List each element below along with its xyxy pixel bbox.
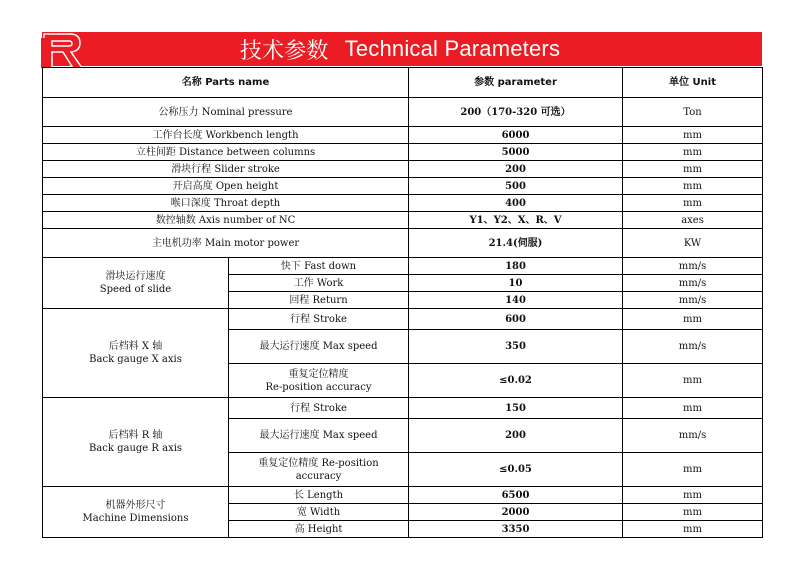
- row-name: 主电机功率 Main motor power: [43, 229, 409, 258]
- row-value: 180: [409, 258, 623, 275]
- row-value: 400: [409, 195, 623, 212]
- table-row: [43, 258, 763, 275]
- row-value: 5000: [409, 144, 623, 161]
- row-item-line2: Re-position accuracy: [265, 381, 372, 393]
- header-parameter: 参数 parameter: [409, 68, 623, 98]
- group-name-cn: 后档料 X 轴: [108, 341, 163, 352]
- row-name: 滑块行程 Slider stroke: [43, 161, 409, 178]
- row-unit: mm: [623, 195, 763, 212]
- row-unit: mm: [623, 144, 763, 161]
- group-name-cn: 后档料 R 轴: [108, 430, 163, 441]
- table-row: [43, 195, 763, 212]
- row-unit: mm: [623, 521, 763, 538]
- table-row: [43, 212, 763, 229]
- row-unit: mm: [623, 309, 763, 330]
- row-value: 600: [409, 309, 623, 330]
- row-name: 开启高度 Open height: [43, 178, 409, 195]
- row-item: 高 Height: [229, 521, 409, 538]
- page-title: [0, 32, 800, 66]
- row-item: 最大运行速度 Max speed: [229, 419, 409, 453]
- row-name: 工作台长度 Workbench length: [43, 127, 409, 144]
- table-row: [43, 161, 763, 178]
- group-speed-of-slide: [43, 258, 229, 309]
- row-name: 喉口深度 Throat depth: [43, 195, 409, 212]
- row-unit: mm: [623, 504, 763, 521]
- row-item: 最大运行速度 Max speed: [229, 330, 409, 364]
- row-name: 公称压力 Nominal pressure: [43, 98, 409, 127]
- row-item: 回程 Return: [229, 292, 409, 309]
- group-name-en: Back gauge R axis: [88, 443, 183, 454]
- row-item: 行程 Stroke: [229, 398, 409, 419]
- row-item: [229, 453, 409, 487]
- row-unit: Ton: [623, 98, 763, 127]
- row-name: 数控轴数 Axis number of NC: [43, 212, 409, 229]
- table-row: [43, 229, 763, 258]
- row-unit: axes: [623, 212, 763, 229]
- row-value: 200: [409, 161, 623, 178]
- row-value: 10: [409, 275, 623, 292]
- row-value: Y1、Y2、X、R、V: [409, 212, 623, 229]
- row-value: 3350: [409, 521, 623, 538]
- group-name-cn: 滑块运行速度: [105, 271, 166, 282]
- row-unit: mm/s: [623, 292, 763, 309]
- page-title-en: Technical Parameters: [344, 36, 561, 61]
- row-item-line1: 重复定位精度 Re-position: [258, 457, 379, 469]
- row-item: 快下 Fast down: [229, 258, 409, 275]
- row-value: ≤0.02: [409, 364, 623, 398]
- table-header-row: [43, 68, 763, 98]
- table-row: [43, 309, 763, 330]
- row-value: 2000: [409, 504, 623, 521]
- row-unit: KW: [623, 229, 763, 258]
- header-parts-name: 名称 Parts name: [43, 68, 409, 98]
- row-unit: mm: [623, 178, 763, 195]
- row-unit: mm: [623, 398, 763, 419]
- group-back-gauge-r: [43, 398, 229, 487]
- row-unit: mm: [623, 161, 763, 178]
- row-unit: mm/s: [623, 258, 763, 275]
- row-value: 200（170-320 可选）: [409, 98, 623, 127]
- row-item-line1: 重复定位精度: [288, 368, 349, 380]
- page-title-cn: 技术参数: [239, 38, 329, 64]
- row-item: 长 Length: [229, 487, 409, 504]
- table-row: [43, 487, 763, 504]
- row-value: ≤0.05: [409, 453, 623, 487]
- row-value: 200: [409, 419, 623, 453]
- row-item-line2: accuracy: [295, 470, 342, 482]
- table-row: [43, 127, 763, 144]
- row-unit: mm/s: [623, 419, 763, 453]
- header-unit: 单位 Unit: [623, 68, 763, 98]
- group-name-en: Machine Dimensions: [82, 513, 189, 524]
- technical-parameters-table: [42, 67, 763, 538]
- row-unit: mm: [623, 487, 763, 504]
- row-value: 140: [409, 292, 623, 309]
- row-value: 6500: [409, 487, 623, 504]
- row-value: 150: [409, 398, 623, 419]
- row-unit: mm/s: [623, 330, 763, 364]
- row-item: [229, 364, 409, 398]
- row-value: 21.4(伺服): [409, 229, 623, 258]
- row-unit: mm: [623, 364, 763, 398]
- row-name: 立柱间距 Distance between columns: [43, 144, 409, 161]
- row-item: 行程 Stroke: [229, 309, 409, 330]
- group-name-en: Back gauge X axis: [89, 354, 182, 365]
- table-row: [43, 144, 763, 161]
- row-item: 宽 Width: [229, 504, 409, 521]
- row-value: 350: [409, 330, 623, 364]
- row-unit: mm/s: [623, 275, 763, 292]
- table-row: [43, 178, 763, 195]
- row-unit: mm: [623, 127, 763, 144]
- table-row: [43, 398, 763, 419]
- table-row: [43, 98, 763, 127]
- row-value: 6000: [409, 127, 623, 144]
- group-name-en: Speed of slide: [99, 284, 172, 295]
- row-value: 500: [409, 178, 623, 195]
- group-back-gauge-x: [43, 309, 229, 398]
- row-item: 工作 Work: [229, 275, 409, 292]
- group-machine-dimensions: [43, 487, 229, 538]
- group-name-cn: 机器外形尺寸: [105, 500, 166, 511]
- row-unit: mm: [623, 453, 763, 487]
